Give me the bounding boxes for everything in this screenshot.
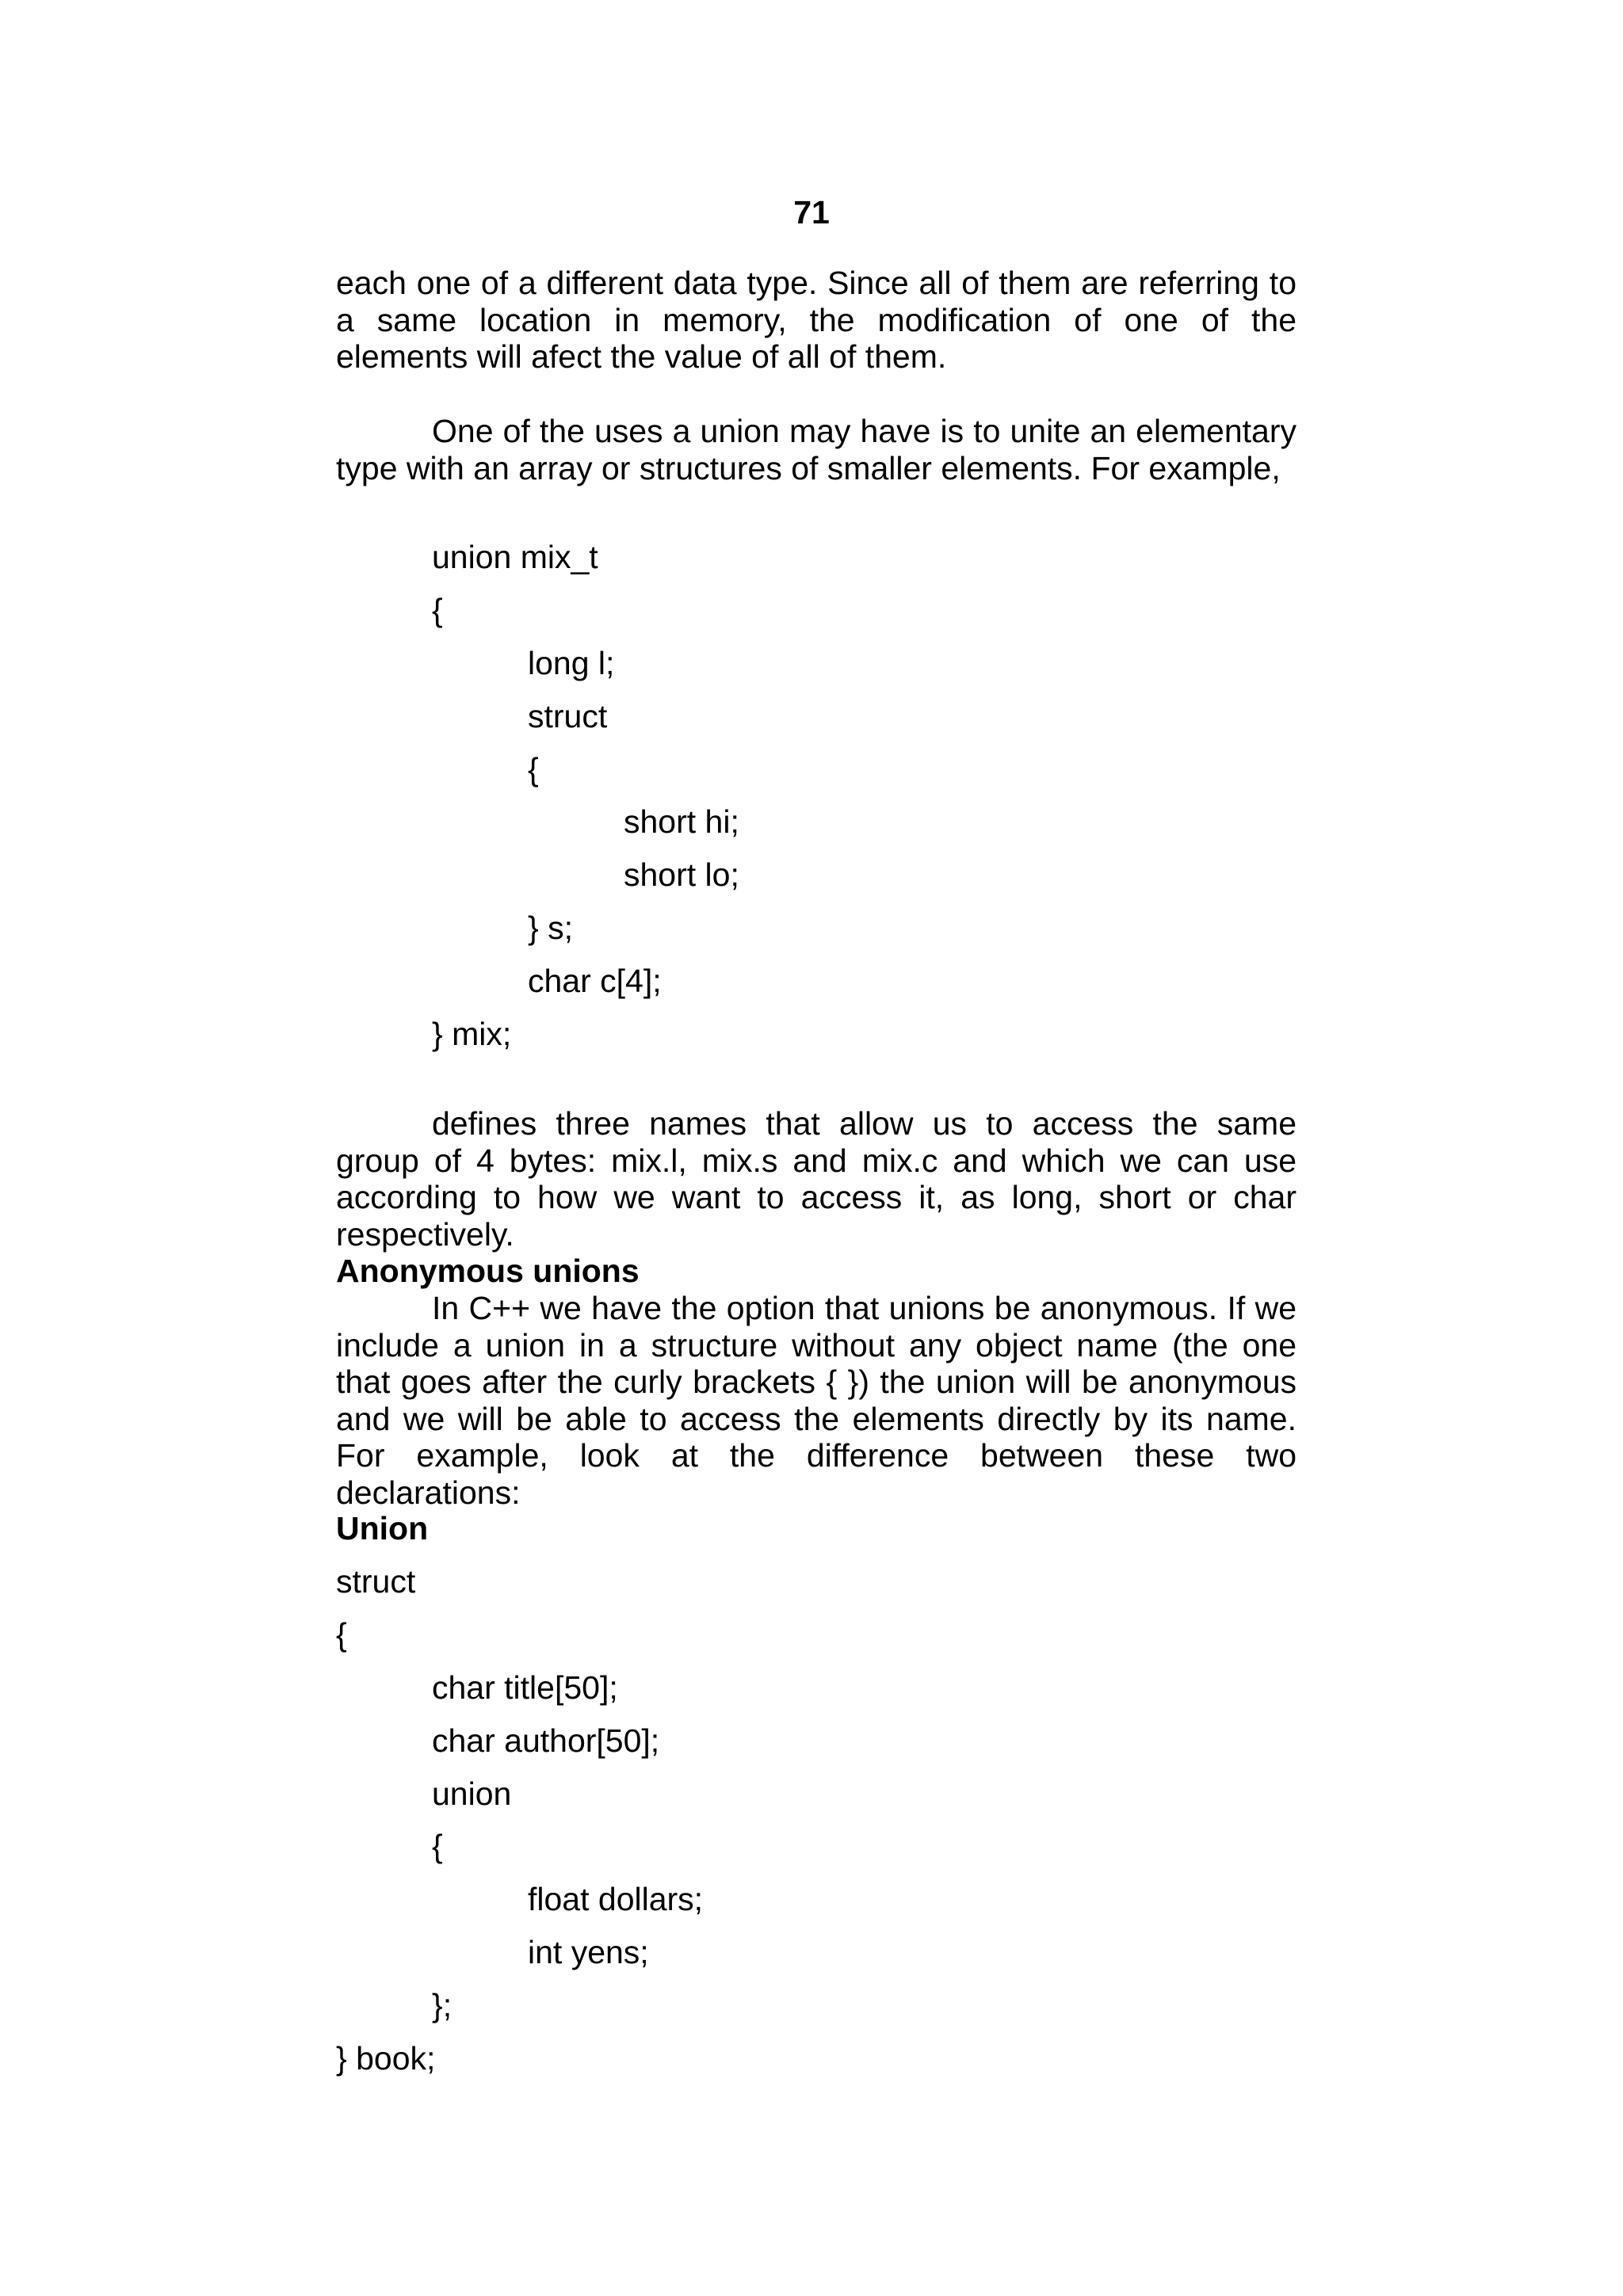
code-line: { (432, 592, 443, 628)
code-line: int yens; (528, 1934, 649, 1970)
heading-union: Union (336, 1510, 429, 1547)
paragraph-anonymous-unions: In C++ we have the option that unions be anonymous. If we include a union in a structure without any object name (the one that goes after the curly brackets { }) the union will be anonymous and we will be able to access the elements directly by its name. For example, look at the difference between these two declarations: (336, 1290, 1296, 1511)
code-line: long l; (528, 645, 615, 681)
code-line: struct (528, 698, 608, 734)
paragraph-mix-explanation: defines three names that allow us to access the same group of 4 bytes: mix.l, mix.s and mix.c and which we can use according to how we want to access it, as long, short or char respectively. (336, 1105, 1296, 1253)
code-line: float dollars; (528, 1881, 704, 1917)
heading-anonymous-unions: Anonymous unions (336, 1253, 640, 1289)
code-line: { (432, 1828, 443, 1864)
code-line: char c[4]; (528, 963, 662, 999)
code-line: } book; (336, 2040, 436, 2077)
code-line: { (528, 751, 539, 788)
paragraph-union-uses: One of the uses a union may have is to unite an elementary type with an array or structures of smaller elements. For example, (336, 413, 1296, 486)
code-line: char title[50]; (432, 1669, 618, 1706)
code-line: { (336, 1616, 347, 1653)
page-number: 71 (793, 194, 830, 231)
code-line: } s; (528, 910, 573, 946)
code-line: char author[50]; (432, 1722, 660, 1759)
code-line: short hi; (624, 803, 739, 840)
code-line: short lo; (624, 856, 739, 893)
code-line: } mix; (432, 1016, 512, 1052)
code-line: union (432, 1775, 512, 1812)
code-line: union mix_t (432, 539, 598, 575)
code-line: }; (432, 1987, 453, 2023)
paragraph-intro: each one of a different data type. Since all of them are referring to a same location in memory, the modification of one of the elements will afect the value of all of them. (336, 265, 1296, 375)
code-line: struct (336, 1563, 416, 1600)
